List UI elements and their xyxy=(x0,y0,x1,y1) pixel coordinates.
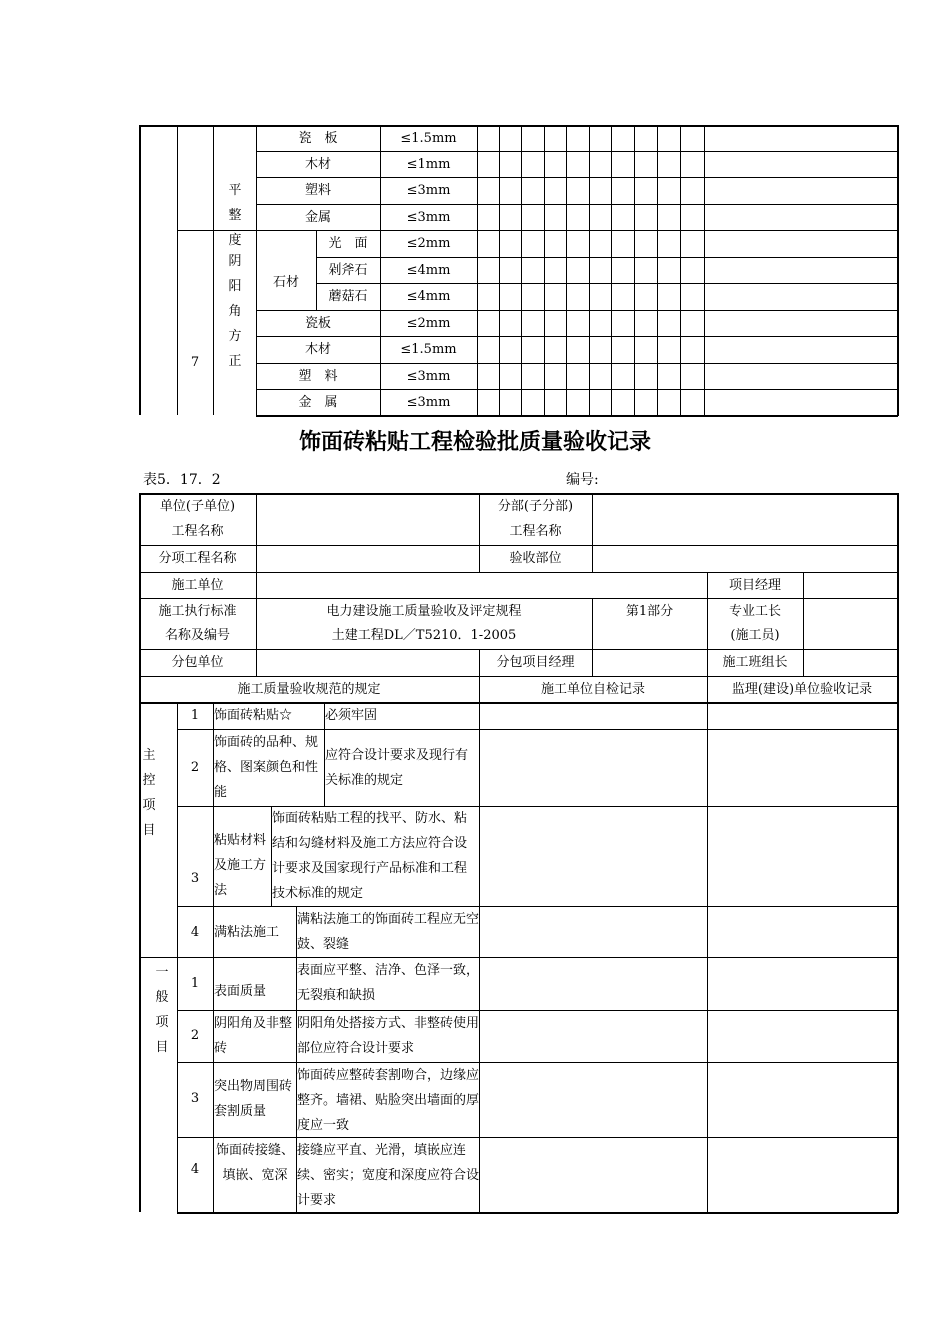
limit-cell: ≤3mm xyxy=(406,369,451,384)
material-cell: 金属 xyxy=(304,210,331,225)
material-cell: 瓷 板 xyxy=(298,131,338,146)
item-requirement: 饰面砖应整砖套割吻合，边缘应整齐。墙裙、贴脸突出墙面的厚度应一致 xyxy=(297,1068,480,1133)
item-name: 饰面砖粘贴☆ xyxy=(214,708,293,723)
standard-value: 电力建设施工质量验收及评定规程 xyxy=(326,604,522,619)
part-label: 第1部分 xyxy=(625,604,674,619)
item-requirement: 满粘法施工的饰面砖工程应无空鼓、裂缝 xyxy=(297,912,480,952)
item-number-7: 7 xyxy=(190,355,200,370)
limit-cell: ≤2mm xyxy=(406,236,451,251)
col-self-header: 施工单位自检记录 xyxy=(540,682,645,697)
item-name: 满粘法施工 xyxy=(214,925,280,940)
unit-label-2: 工程名称 xyxy=(171,524,224,539)
item-number: 1 xyxy=(190,976,200,991)
team-leader-label: 施工班组长 xyxy=(722,655,788,670)
item-name: 饰面砖的品种、规格、图案颜色和性能 xyxy=(214,735,319,800)
standard-label: 施工执行标准 xyxy=(158,604,237,619)
construction-unit-label: 施工单位 xyxy=(171,578,224,593)
item-number: 2 xyxy=(190,760,200,775)
limit-cell: ≤3mm xyxy=(406,395,451,410)
item-number: 3 xyxy=(190,1091,200,1106)
stone-label: 石材 xyxy=(272,275,299,290)
col-super-header: 监理(建设)单位验收记录 xyxy=(731,682,873,697)
standard-value-2: 土建工程DL／T5210．1-2005 xyxy=(331,628,517,643)
branch-label-2: 工程名称 xyxy=(509,524,562,539)
project-manager-label: 项目经理 xyxy=(728,578,781,593)
col-spec-header: 施工质量验收规范的规定 xyxy=(237,682,381,697)
material-cell: 塑 料 xyxy=(298,369,338,384)
document-title: 饰面砖粘贴工程检验批质量验收记录 xyxy=(298,430,651,455)
branch-label: 分部(子分部) xyxy=(497,499,574,514)
item-requirement: 必须牢固 xyxy=(325,708,378,723)
item-number: 4 xyxy=(190,925,200,940)
group-corner: 阴阳角方正 xyxy=(228,254,242,369)
unit-label: 单位(子单位) xyxy=(159,499,236,514)
item-number: 4 xyxy=(190,1162,200,1177)
item-name: 粘贴材料及施工方法 xyxy=(214,833,267,898)
subcontractor-label: 分包单位 xyxy=(171,655,224,670)
item-name: 阴阳角及非整砖 xyxy=(214,1016,293,1056)
material-cell: 剁斧石 xyxy=(328,263,368,278)
sub-pm-label: 分包项目经理 xyxy=(496,655,575,670)
material-cell: 金 属 xyxy=(298,395,338,410)
item-name: 突出物周围砖套割质量 xyxy=(214,1079,293,1119)
serial-number-label: 编号: xyxy=(566,472,599,488)
foreman-label: 专业工长 xyxy=(728,604,781,619)
limit-cell: ≤3mm xyxy=(406,210,451,225)
foreman-label-2: (施工员) xyxy=(730,628,780,643)
material-cell: 瓷板 xyxy=(304,316,331,331)
limit-cell: ≤4mm xyxy=(406,289,451,304)
item-number: 1 xyxy=(190,708,200,723)
item-requirement: 阴阳角处搭接方式、非整砖使用部位应符合设计要求 xyxy=(297,1016,480,1056)
material-cell: 塑料 xyxy=(304,183,331,198)
material-cell: 木材 xyxy=(304,342,331,357)
item-requirement: 接缝应平直、光滑，填嵌应连续、密实；宽度和深度应符合设计要求 xyxy=(297,1143,480,1208)
sub-item-name-label: 分项工程名称 xyxy=(158,551,237,566)
general-items-label: 一般项目 xyxy=(155,965,169,1055)
limit-cell: ≤2mm xyxy=(406,316,451,331)
limit-cell: ≤1.5mm xyxy=(400,342,457,357)
item-requirement: 表面应平整、洁净、色泽一致，无裂痕和缺损 xyxy=(297,963,480,1003)
standard-label-2: 名称及编号 xyxy=(164,628,230,643)
item-number: 2 xyxy=(190,1028,200,1043)
acceptance-part-label: 验收部位 xyxy=(509,551,562,566)
material-cell: 蘑菇石 xyxy=(328,289,368,304)
material-cell: 光 面 xyxy=(328,236,368,251)
material-cell: 木材 xyxy=(304,157,331,172)
item-name: 饰面砖接缝、填嵌、宽深 xyxy=(216,1143,295,1183)
table-number: 表5．17．2 xyxy=(143,472,221,488)
item-requirement: 应符合设计要求及现行有关标准的规定 xyxy=(325,748,469,788)
main-items-label: 主控项目 xyxy=(142,748,156,838)
item-name: 表面质量 xyxy=(214,984,267,999)
item-requirement: 饰面砖粘贴工程的找平、防水、粘结和勾缝材料及施工方法应符合设计要求及国家现行产品标准和工程技术标准的规定 xyxy=(272,811,468,901)
limit-cell: ≤1.5mm xyxy=(400,131,457,146)
limit-cell: ≤4mm xyxy=(406,263,451,278)
limit-cell: ≤1mm xyxy=(406,157,451,172)
group-flatness: 平整度 xyxy=(228,183,242,248)
limit-cell: ≤3mm xyxy=(406,183,451,198)
item-number: 3 xyxy=(190,871,200,886)
